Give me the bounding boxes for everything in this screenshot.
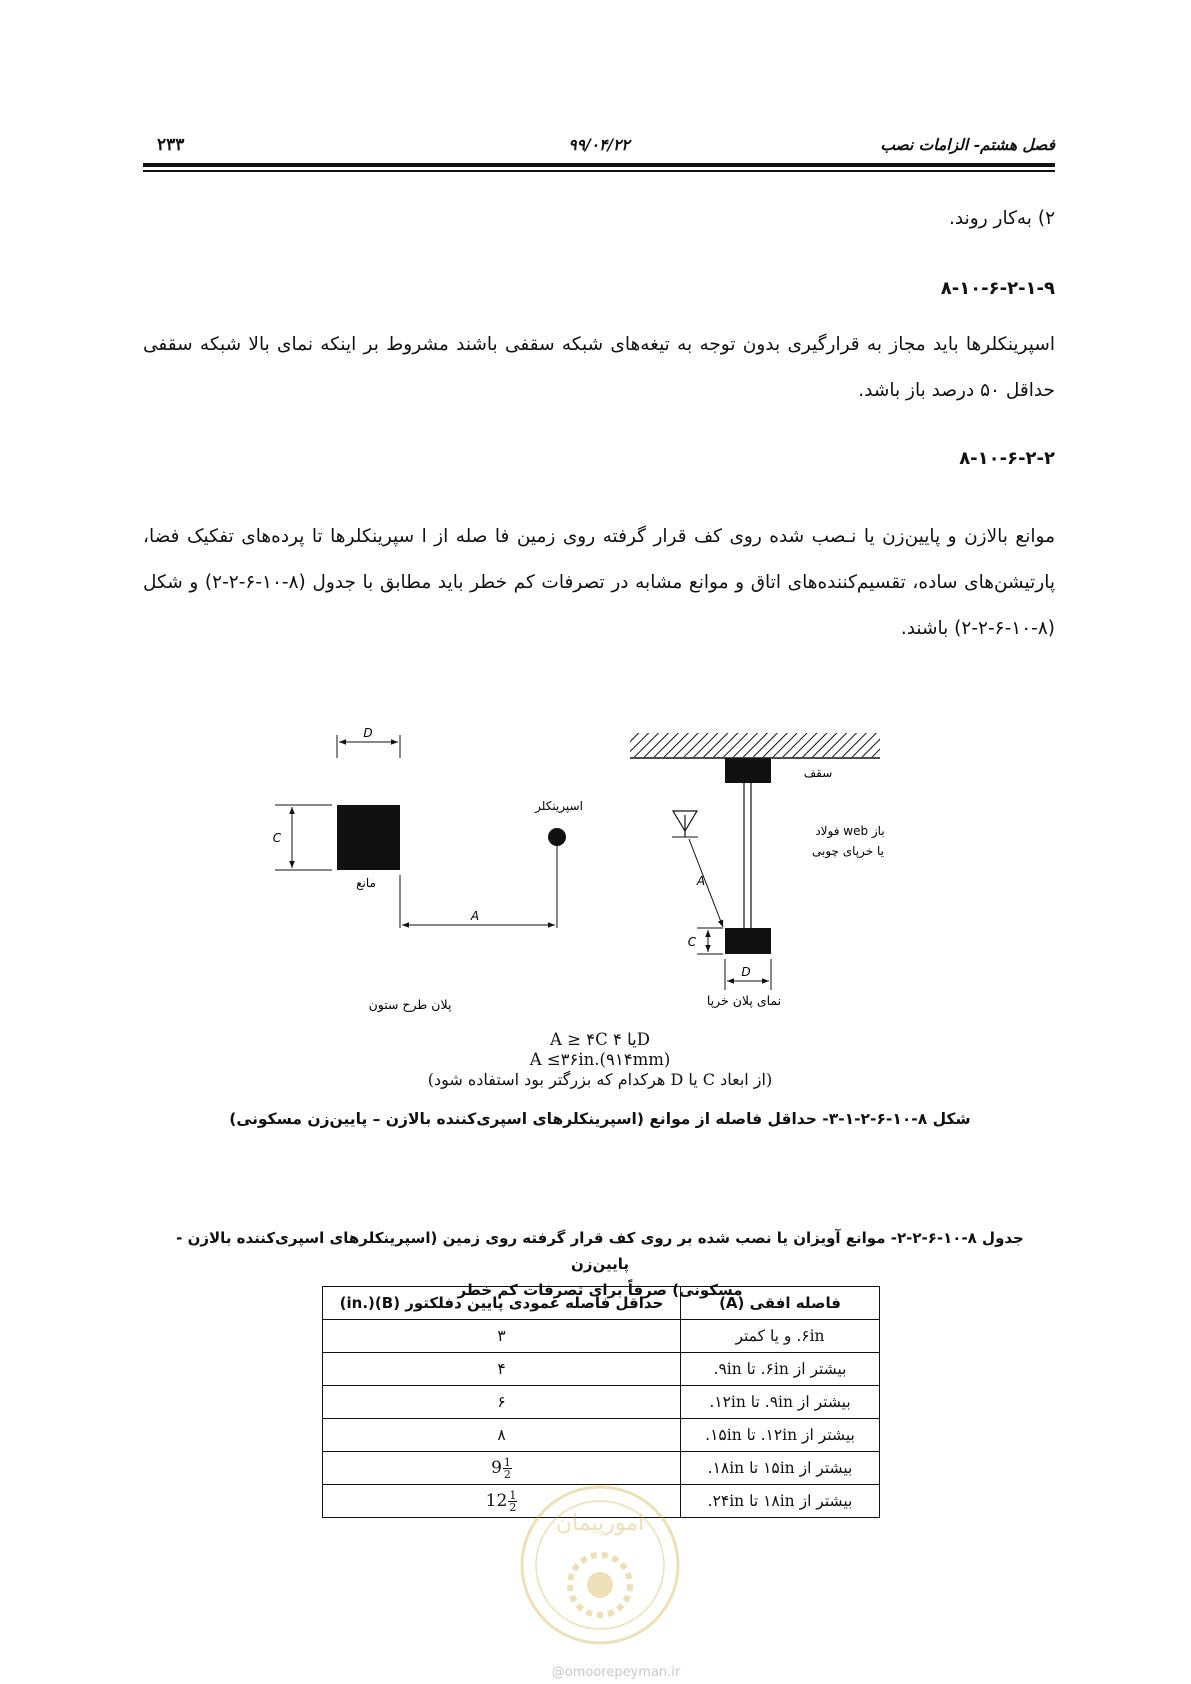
watermark-site: @omoorepeyman.ir	[551, 1665, 681, 1680]
c-label-right: C	[687, 935, 697, 949]
table-caption-line-1: جدول ۸-۱۰-۶-۲-۲- موانع آویزان یا نصب شده بر روی کف قرار گرفته روی زمین (اسپرینکلرهای اسپری‌کننده بالازن - پایین‌زن	[176, 1229, 1024, 1273]
cell-vertical: ۸	[323, 1419, 681, 1452]
formula-block	[400, 1030, 800, 1090]
cell-vertical: ۳	[323, 1320, 681, 1353]
chapter-title: فصل هشتم- الزامات نصب	[880, 135, 1055, 154]
table-caption-line-2: مسکونی) صرفاً برای تصرفات کم خطر	[457, 1281, 743, 1299]
paragraph-1-text: اسپرینکلرها باید مجاز به قرارگیری بدون توجه به تیغه‌های شبکه سقفی باشند مشروط بر اینکه نمای بالا شبکه سقفی حداقل ۵۰ درصد باز باشد.	[143, 334, 1055, 401]
sprinkler-dot	[548, 828, 566, 846]
column-plan-label: پلان طرح ستون	[368, 997, 452, 1012]
sprinkler-label: اسپرینکلر	[535, 799, 583, 813]
figure-caption: شکل ۸-۱۰-۶-۲-۱-۳- حداقل فاصله از موانع (اسپرینکلرهای اسپری‌کننده بالازن – پایین‌زن مسکونی)	[229, 1110, 971, 1128]
a-label-left: A	[470, 909, 480, 923]
paragraph-2-text: موانع بالازن و پایین‌زن یا نـصب شده روی کف قرار گرفته روی زمین فا صله از ا سپرینکلرها تا پرده‌های تفکیک فضا، پارتیشن‌های ساده، تقسیم‌کننده‌های اتاق و موانع مشابه در تصرفات کم خطر باید مطابق با جدول (۸-۱۰-۶-۲-۲) و شکل (۸-۱۰-۶-۲-۲) باشند.	[143, 526, 1055, 639]
a-dimension-right	[689, 839, 723, 927]
c-label-left: C	[272, 831, 282, 845]
table-row	[323, 1353, 880, 1386]
cell-vertical: ۴	[323, 1353, 681, 1386]
ceiling-label: سقف	[803, 766, 833, 780]
cell-horizontal: بیشتر از ۹in. تا ۱۲in.	[681, 1386, 880, 1419]
header-vertical-distance: حداقل فاصله عمودی پایین دفلکتور (B)(.in)	[323, 1287, 681, 1320]
header-rule-thin	[143, 170, 1055, 172]
top-chord	[725, 758, 771, 783]
d-label-right: D	[741, 965, 751, 979]
header-rule-thick	[143, 163, 1055, 167]
cell-horizontal: بیشتر از ۱۲in. تا ۱۵in.	[681, 1419, 880, 1452]
bottom-chord	[725, 928, 771, 954]
web-label-line2: یا خرپای چوبی	[811, 844, 885, 858]
header-date: ۹۹/۰۴/۲۲	[568, 135, 630, 154]
table-row	[323, 1386, 880, 1419]
page-header	[143, 132, 1055, 160]
truss-elevation-label: نمای پلان خرپا	[706, 993, 782, 1008]
header-horizontal-distance: فاصله افقی (A)	[681, 1287, 880, 1320]
cell-horizontal: ۶in. و یا کمتر	[681, 1320, 880, 1353]
watermark-seal-icon	[503, 1467, 695, 1650]
fraction-denominator: 2	[509, 1500, 517, 1514]
fraction-whole: 12	[485, 1491, 508, 1511]
cell-horizontal: بیشتر از ۱۵in تا ۱۸in.	[681, 1452, 880, 1485]
formula-line-3: (از ابعاد C یا D هرکدام که بزرگتر بود استفاده شود)	[427, 1070, 773, 1089]
web-label-line1: فولاد web باز	[815, 824, 885, 838]
page-number: ۲۳۳	[157, 135, 185, 155]
watermark-logo-text: امورپیمان	[555, 1511, 645, 1536]
obstruction-block	[337, 805, 400, 870]
cell-horizontal: بیشتر از ۱۸in تا ۲۴in.	[681, 1485, 880, 1518]
list-item-continuation	[143, 196, 1055, 242]
paragraph-1	[143, 322, 1055, 414]
obstruction-diagram	[250, 725, 970, 1025]
formula-line-2: A ≤۳۶in.(۹۱۴mm)	[529, 1050, 671, 1069]
section-heading-1	[143, 278, 1055, 299]
section-heading-2	[143, 448, 1055, 469]
fraction-whole: 9	[491, 1458, 502, 1478]
cell-vertical: ۶	[323, 1386, 681, 1419]
cell-horizontal: بیشتر از ۶in. تا ۹in.	[681, 1353, 880, 1386]
fraction-numerator: 1	[509, 1488, 517, 1502]
paragraph-2	[143, 514, 1055, 652]
fraction-denominator: 2	[503, 1467, 511, 1481]
formula-line-1: A ≥ ۴C یا ۴D	[550, 1030, 650, 1049]
section-number: ۸-۱۰-۶-۲-۱-۹	[940, 278, 1055, 299]
table-row	[323, 1419, 880, 1452]
fraction-numerator: 1	[503, 1455, 511, 1469]
line-item-text: ۲) به‌کار روند.	[949, 208, 1055, 229]
section-number: ۸-۱۰-۶-۲-۲	[959, 448, 1055, 469]
table-header-row	[323, 1287, 880, 1320]
obstruction-label: مانع	[356, 876, 376, 890]
ceiling-hatch	[630, 733, 880, 757]
a-label-right: A	[696, 874, 706, 888]
d-label-left: D	[363, 726, 373, 740]
watermark-logo	[503, 1467, 695, 1650]
table-row	[323, 1320, 880, 1353]
